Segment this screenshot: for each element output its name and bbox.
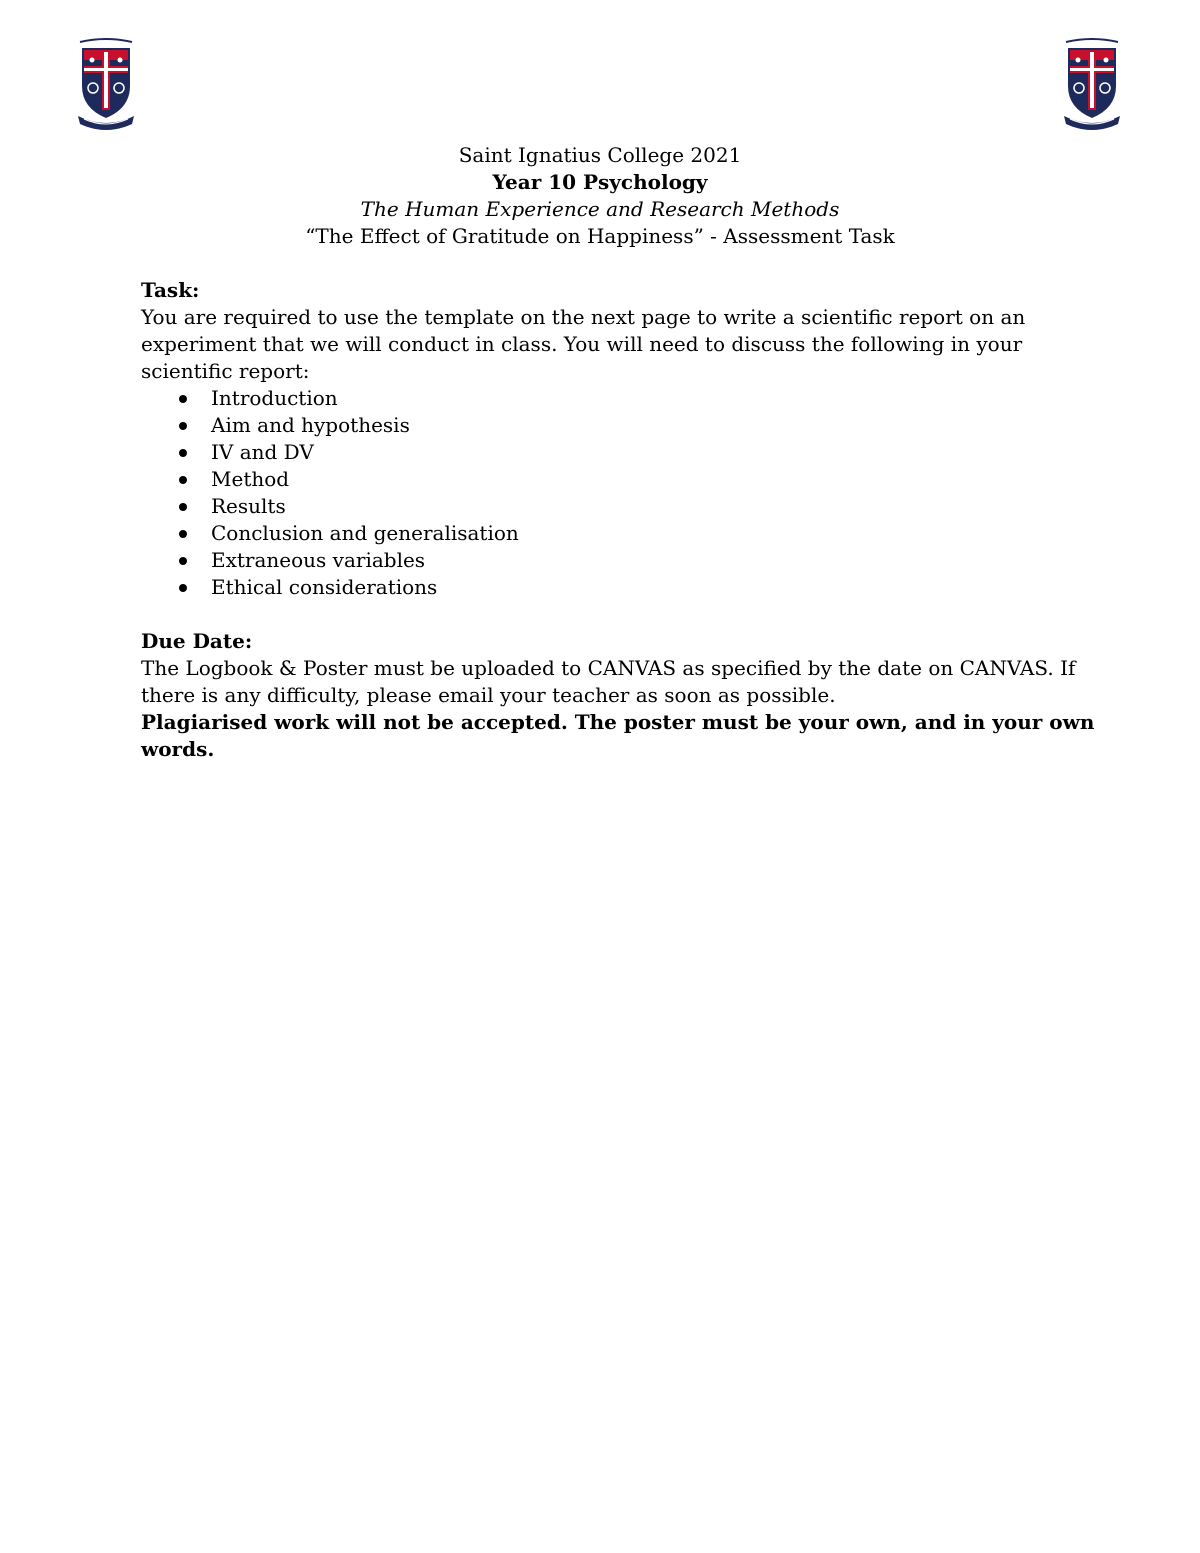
bullet-icon	[179, 530, 187, 538]
course-title: Year 10 Psychology	[492, 170, 708, 194]
task-intro-line: experiment that we will conduct in class. You will need to discuss the following in your	[141, 332, 1023, 356]
plagiarism-warning: words.	[141, 737, 215, 761]
list-item	[141, 466, 1061, 493]
task-intro-line: scientific report:	[141, 359, 310, 383]
list-item-label: Extraneous variables	[211, 548, 426, 572]
list-item	[141, 493, 1061, 520]
unit-title: The Human Experience and Research Methods	[360, 197, 840, 221]
task-intro-line: You are required to use the template on the next page to write a scientific report on an	[141, 305, 1026, 329]
document-body	[141, 277, 1095, 763]
list-item-label: Ethical considerations	[211, 575, 438, 599]
task-title: “The Effect of Gratitude on Happiness” - Assessment Task	[305, 224, 895, 248]
school-crest-icon	[1062, 38, 1122, 130]
bullet-icon	[179, 422, 187, 430]
list-item	[141, 547, 1061, 574]
list-item-label: Introduction	[211, 386, 338, 410]
bullet-icon	[179, 476, 187, 484]
school-crest-icon	[76, 38, 136, 130]
list-item	[141, 412, 1061, 439]
due-date-line: there is any difficulty, please email your teacher as soon as possible.	[141, 683, 836, 707]
bullet-icon	[179, 557, 187, 565]
bullet-icon	[179, 503, 187, 511]
document-header	[140, 142, 1060, 250]
bullet-icon	[179, 449, 187, 457]
list-item	[141, 385, 1061, 412]
list-item-label: Aim and hypothesis	[211, 413, 410, 437]
report-sections-list	[141, 385, 1061, 601]
spacer	[141, 601, 1061, 628]
institution-title: Saint Ignatius College 2021	[458, 143, 742, 167]
bullet-icon	[179, 584, 187, 592]
due-date-line: The Logbook & Poster must be uploaded to CANVAS as specified by the date on CANVAS. If	[141, 656, 1076, 680]
list-item-label: Method	[211, 467, 290, 491]
plagiarism-warning: Plagiarised work will not be accepted. The poster must be your own, and in your own	[141, 710, 1095, 734]
due-date-heading: Due Date:	[141, 629, 253, 653]
list-item-label: IV and DV	[211, 440, 314, 464]
list-item	[141, 574, 1061, 601]
task-heading: Task:	[141, 278, 200, 302]
list-item-label: Results	[211, 494, 286, 518]
list-item-label: Conclusion and generalisation	[211, 521, 519, 545]
bullet-icon	[179, 395, 187, 403]
list-item	[141, 520, 1061, 547]
list-item	[141, 439, 1061, 466]
